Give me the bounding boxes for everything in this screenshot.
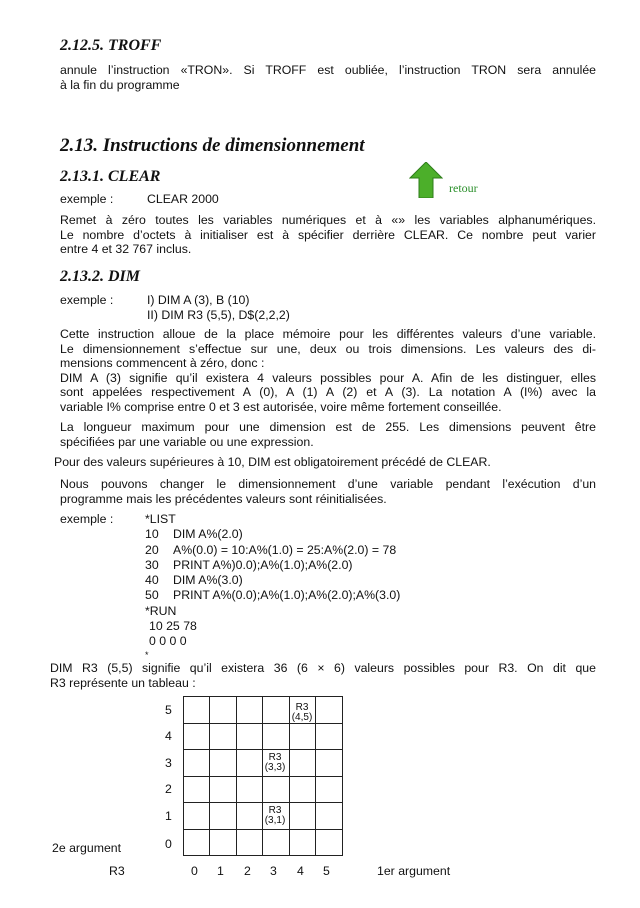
x-tick: 3 — [270, 864, 277, 878]
dim-paragraph-4: Nous pouvons changer le dimensionnement d’une variable pendant l’exécution d’un programme mais les précédentes valeurs sont réinitialisées. — [60, 477, 596, 506]
retour-link[interactable] — [409, 162, 499, 198]
cursor: * — [145, 649, 149, 660]
y-tick: 1 — [165, 809, 172, 823]
clear-example-label: exemple : — [60, 192, 114, 206]
dim-paragraph-5: DIM R3 (5,5) signifie qu’il existera 36 (6 × 6) valeurs possibles pour R3. On dit que R3 représente un tableau : — [50, 661, 596, 690]
y-tick: 5 — [165, 703, 172, 717]
dim-heading: 2.13.2. DIM — [60, 268, 141, 285]
code-line: 30 PRINT A%)0.0);A%(1.0);A%(2.0) — [145, 557, 353, 572]
table-cell-3-1: R3 (3,1) — [264, 805, 286, 826]
dim-examples: I) DIM A (3), B (10) II) DIM R3 (5,5), D$(2,2,2) — [147, 293, 290, 322]
dim-paragraph-2: La longueur maximum pour une dimension est de 255. Les dimensions peuvent être spécifiées par une variable ou une expression. — [60, 420, 596, 449]
dim-paragraph-1: Cette instruction alloue de la place mémoire pour les différentes valeurs d’une variable. Le dimensionnement s’effectue sur une, deux ou trois dimensions. Les valeurs des di- mensions commencent à zéro, donc : DIM A (3) signifie qu’il existera 4 valeurs possibles pour A. Afin de les distinguer, elles sont appelées respectivement A (0), A (1) A (2) et A (3). La notation A (I%) avec la variable I% comprise entre 0 et 3 est autorisée, voire même fortement conseillée. — [60, 327, 596, 414]
x-tick: 2 — [244, 864, 251, 878]
troff-heading: 2.12.5. TROFF — [60, 37, 162, 54]
code-line: 50 PRINT A%(0.0);A%(1.0);A%(2.0);A%(3.0) — [145, 588, 401, 603]
y-tick: 2 — [165, 782, 172, 796]
listing-example-label: exemple : — [60, 512, 114, 526]
table-cell-3-3: R3 (3,3) — [264, 752, 286, 773]
x-tick: 5 — [323, 864, 330, 878]
x-tick: 4 — [297, 864, 304, 878]
retour-label: retour — [449, 181, 478, 195]
y-tick: 0 — [165, 837, 172, 851]
x-tick: 0 — [191, 864, 198, 878]
code-line: 10 DIM A%(2.0) — [145, 527, 243, 542]
run-command: *RUN — [145, 603, 177, 618]
table-cell-4-5: R3 (4,5) — [291, 702, 313, 723]
dim-example-label: exemple : — [60, 293, 114, 307]
list-command: *LIST — [145, 512, 176, 526]
run-output-1: 10 25 78 — [149, 619, 197, 634]
code-line: 20 A%(0.0) = 10:A%(1.0) = 25:A%(2.0) = 78 — [145, 542, 397, 557]
up-arrow-icon — [409, 162, 443, 198]
troff-paragraph: annule l’instruction «TRON». Si TROFF est oubliée, l’instruction TRON sera annulée à la fin du programme — [60, 63, 596, 92]
y-tick: 4 — [165, 729, 172, 743]
table-variable-label: R3 — [109, 864, 125, 878]
clear-paragraph: Remet à zéro toutes les variables numériques et à «» les variables alphanumériques. Le nombre d’octets à initialiser est à spécifier derrière CLEAR. Ce nombre peut varier entre 4 et 32 767 inclus. — [60, 213, 596, 256]
code-listing — [145, 512, 400, 660]
clear-heading: 2.13.1. CLEAR — [60, 168, 161, 185]
code-line: 40 DIM A%(3.0) — [145, 573, 243, 588]
clear-example: CLEAR 2000 — [147, 192, 219, 206]
section-heading: 2.13. Instructions de dimensionnement — [60, 135, 365, 156]
r3-table-grid — [183, 696, 343, 856]
y-tick: 3 — [165, 756, 172, 770]
x-tick: 1 — [217, 864, 224, 878]
y-axis-label: 2e argument — [52, 841, 122, 855]
dim-paragraph-3: Pour des valeurs supérieures à 10, DIM est obligatoirement précédé de CLEAR. — [54, 455, 491, 469]
run-output-2: 0 0 0 0 — [149, 634, 187, 649]
x-axis-label: 1er argument — [377, 864, 451, 878]
